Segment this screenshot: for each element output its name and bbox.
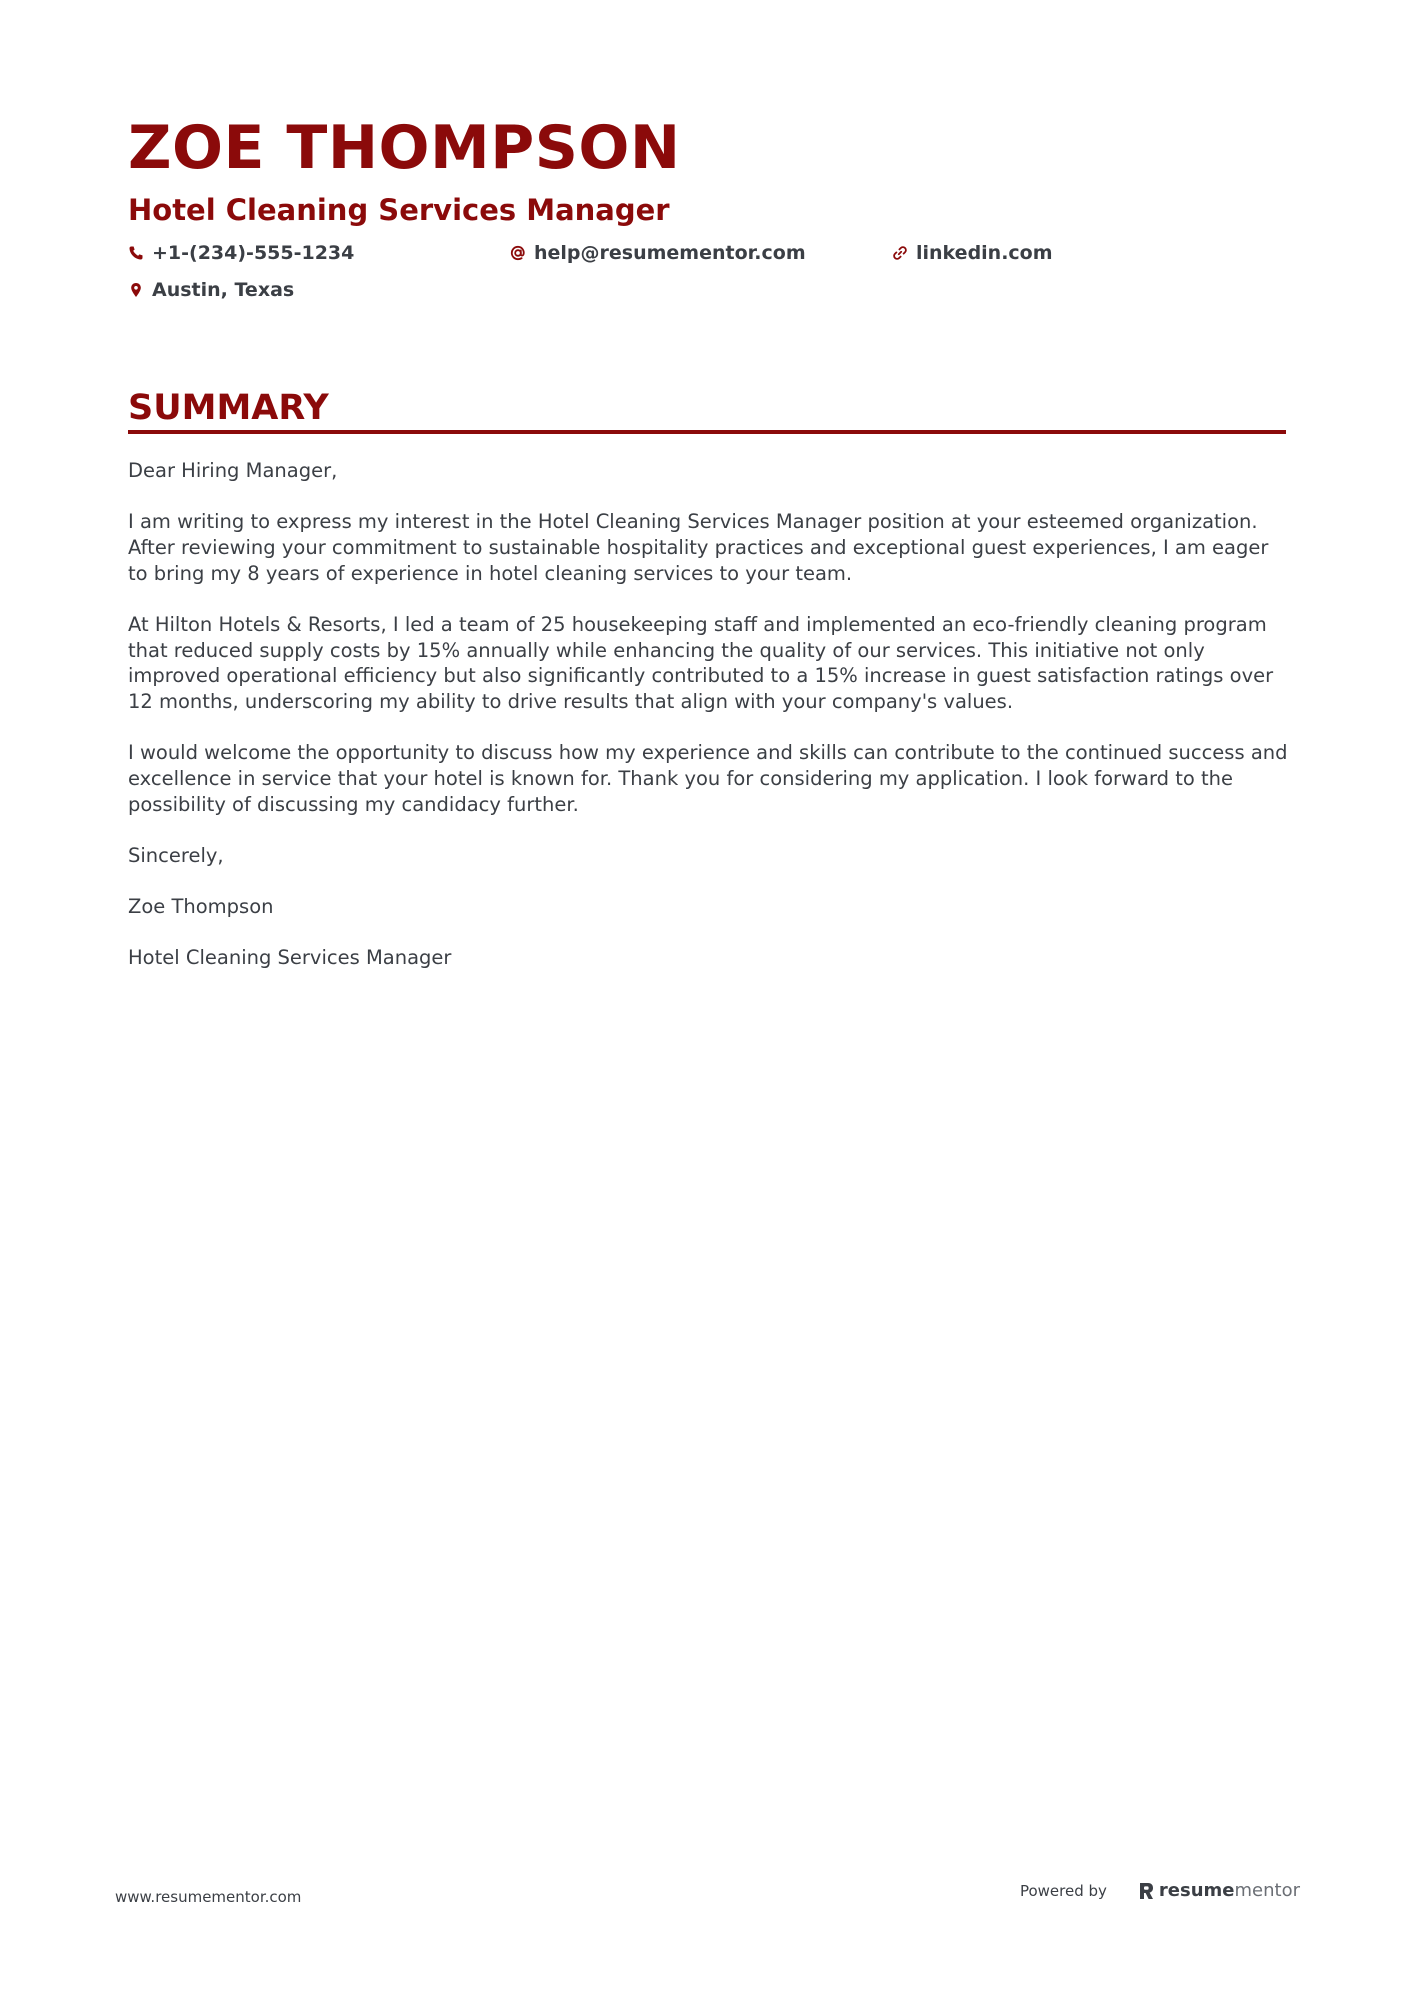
footer-branding xyxy=(1020,1880,1300,1901)
paragraph-intro: I am writing to express my interest in the Hotel Cleaning Services Manager position at your esteemed organization. After reviewing your commitment to sustainable hospitality practices and exceptional guest experiences, I am eager to bring my 8 years of experience in hotel cleaning services to your team. xyxy=(128,510,1269,585)
contact-location xyxy=(128,275,294,305)
at-icon xyxy=(510,245,526,261)
profile-link[interactable]: linkedin.com xyxy=(916,242,1053,264)
resumementor-logo-icon xyxy=(1137,1881,1155,1901)
signature-title: Hotel Cleaning Services Manager xyxy=(128,946,452,970)
map-pin-icon xyxy=(128,282,144,298)
candidate-title: Hotel Cleaning Services Manager xyxy=(128,193,670,227)
brand-logo[interactable] xyxy=(1137,1880,1300,1901)
section-divider xyxy=(128,430,1286,434)
sign-off: Sincerely, xyxy=(128,843,224,867)
powered-by-label: Powered by xyxy=(1019,1881,1107,1900)
link-icon xyxy=(892,245,908,261)
cover-letter-body xyxy=(128,458,1288,996)
brand-text-resume: resume xyxy=(1158,1880,1235,1901)
email-address[interactable]: help@resumementor.com xyxy=(534,242,806,264)
summary-heading: SUMMARY xyxy=(128,388,329,428)
contact-email xyxy=(510,238,806,268)
phone-number: +1-(234)-555-1234 xyxy=(152,242,355,264)
paragraph-closing: I would welcome the opportunity to discuss how my experience and skills can contribute to the continued success and excellence in service that your hotel is known for. Thank you for considering my application. I look forward to the possibility of discussing my candidacy further. xyxy=(128,741,1288,816)
contact-link xyxy=(892,238,1053,268)
phone-icon xyxy=(128,245,144,261)
candidate-name: ZOE THOMPSON xyxy=(128,113,681,183)
paragraph-experience: At Hilton Hotels & Resorts, I led a team of 25 housekeeping staff and implemented an eco-friendly cleaning program that reduced supply costs by 15% annually while enhancing the quality of our services. This initiative not only improved operational efficiency but also significantly contributed to a 15% increase in guest satisfaction ratings over 12 months, underscoring my ability to drive results that align with your company's values. xyxy=(128,612,1274,713)
brand-text-mentor: mentor xyxy=(1234,1880,1300,1901)
location-text: Austin, Texas xyxy=(152,279,295,301)
salutation: Dear Hiring Manager, xyxy=(128,459,338,482)
footer-website[interactable]: www.resumementor.com xyxy=(115,1888,302,1906)
signature-name: Zoe Thompson xyxy=(128,894,274,918)
contact-phone xyxy=(128,238,354,268)
